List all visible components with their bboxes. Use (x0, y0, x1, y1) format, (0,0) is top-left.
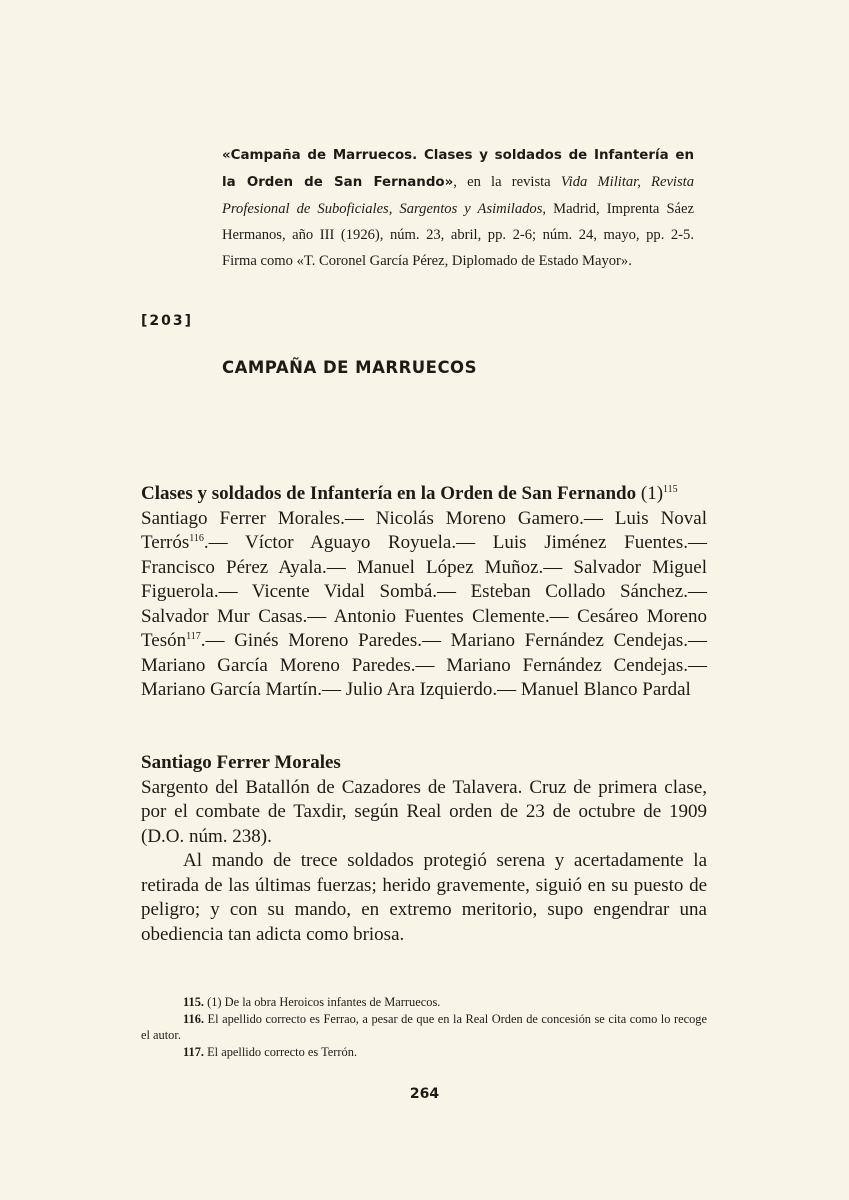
citation-journal: Vida Militar, Revista Profesional de Suboficiales, Sargentos y Asimilados (222, 174, 695, 217)
footnote-115 (141, 994, 707, 1011)
soldier-list (141, 482, 707, 703)
footnote-text: (1) De la obra Heroicos infantes de Marruecos. (204, 995, 441, 1009)
section-number: [203] (141, 313, 194, 329)
footnote-text: El apellido correcto es Ferrao, a pesar de que en la Real Orden de concesión se cita como lo recoge el autor. (141, 1011, 707, 1042)
footnote-text: El apellido correcto es Terrón. (204, 1044, 358, 1059)
list-text-3: .— Ginés Moreno Paredes.— Mariano Fernández Cendejas.— Mariano García Moreno Paredes.— Mariano Fernández Cendejas.— Mariano García Martín.— Julio Ara Izquierdo.— Manuel Blanco Pardal (141, 630, 707, 700)
footnote-number: 116. (183, 1011, 204, 1026)
entry-name: Santiago Ferrer Morales (141, 752, 341, 773)
footnote-116 (141, 1011, 707, 1044)
list-heading-suffix: (1) (636, 483, 664, 504)
citation-text-2: , Madrid, Imprenta Sáez Hermanos, año III (1926), núm. 23, abril, pp. 2-6; núm. 24, mayo, pp. 2-5. Firma como «T. Coronel García Pérez, Diplomado de Estado Mayor». (222, 201, 694, 269)
list-heading (141, 482, 707, 507)
footnote-ref-115: 115 (663, 484, 678, 495)
page-number: 264 (409, 1086, 440, 1102)
list-text-1: Santiago Ferrer Morales.— Nicolás Moreno Gamero.— Luis Noval Terrós (141, 507, 707, 553)
soldier-entry (141, 751, 707, 947)
list-heading-text: Clases y soldados de Infantería en la Orden de San Fernando (141, 483, 637, 504)
entry-paragraph-2: Al mando de trece soldados protegió serena y acertadamente la retirada de las últimas fuerzas; herido gravemente, siguió en su puesto de peligro; y con su mando, en extremo meritorio, supo engendrar una obediencia tan adicta como briosa. (141, 850, 707, 945)
footnote-number: 115. (183, 995, 204, 1009)
footnotes (141, 994, 707, 1060)
citation-article-title: «Campaña de Marruecos. Clases y soldados de Infantería en la Orden de San Fernando» (222, 148, 694, 190)
chapter-title: CAMPAÑA DE MARRUECOS (222, 358, 477, 377)
footnote-ref-116: 116 (189, 533, 204, 544)
footnote-ref-117: 117 (186, 631, 201, 642)
citation-text-1: , en la revista (453, 174, 561, 190)
source-citation (222, 142, 694, 274)
footnote-117 (141, 1044, 707, 1061)
list-names (141, 507, 707, 703)
list-text-2: .— Víctor Aguayo Royuela.— Luis Jiménez Fuentes.— Francisco Pérez Ayala.— Manuel López Muñoz.— Salvador Miguel Figuerola.— Vicente Vidal Sombá.— Esteban Collado Sánchez.— Salvador Mur Casas.— Antonio Fuentes Clemente.— Cesáreo Moreno Tesón (141, 532, 707, 651)
entry-paragraph-1: Sargento del Batallón de Cazadores de Talavera. Cruz de primera clase, por el combate de Taxdir, según Real orden de 23 de octubre de 1909 (D.O. núm. 238). (141, 776, 707, 847)
footnote-number: 117. (183, 1044, 204, 1059)
